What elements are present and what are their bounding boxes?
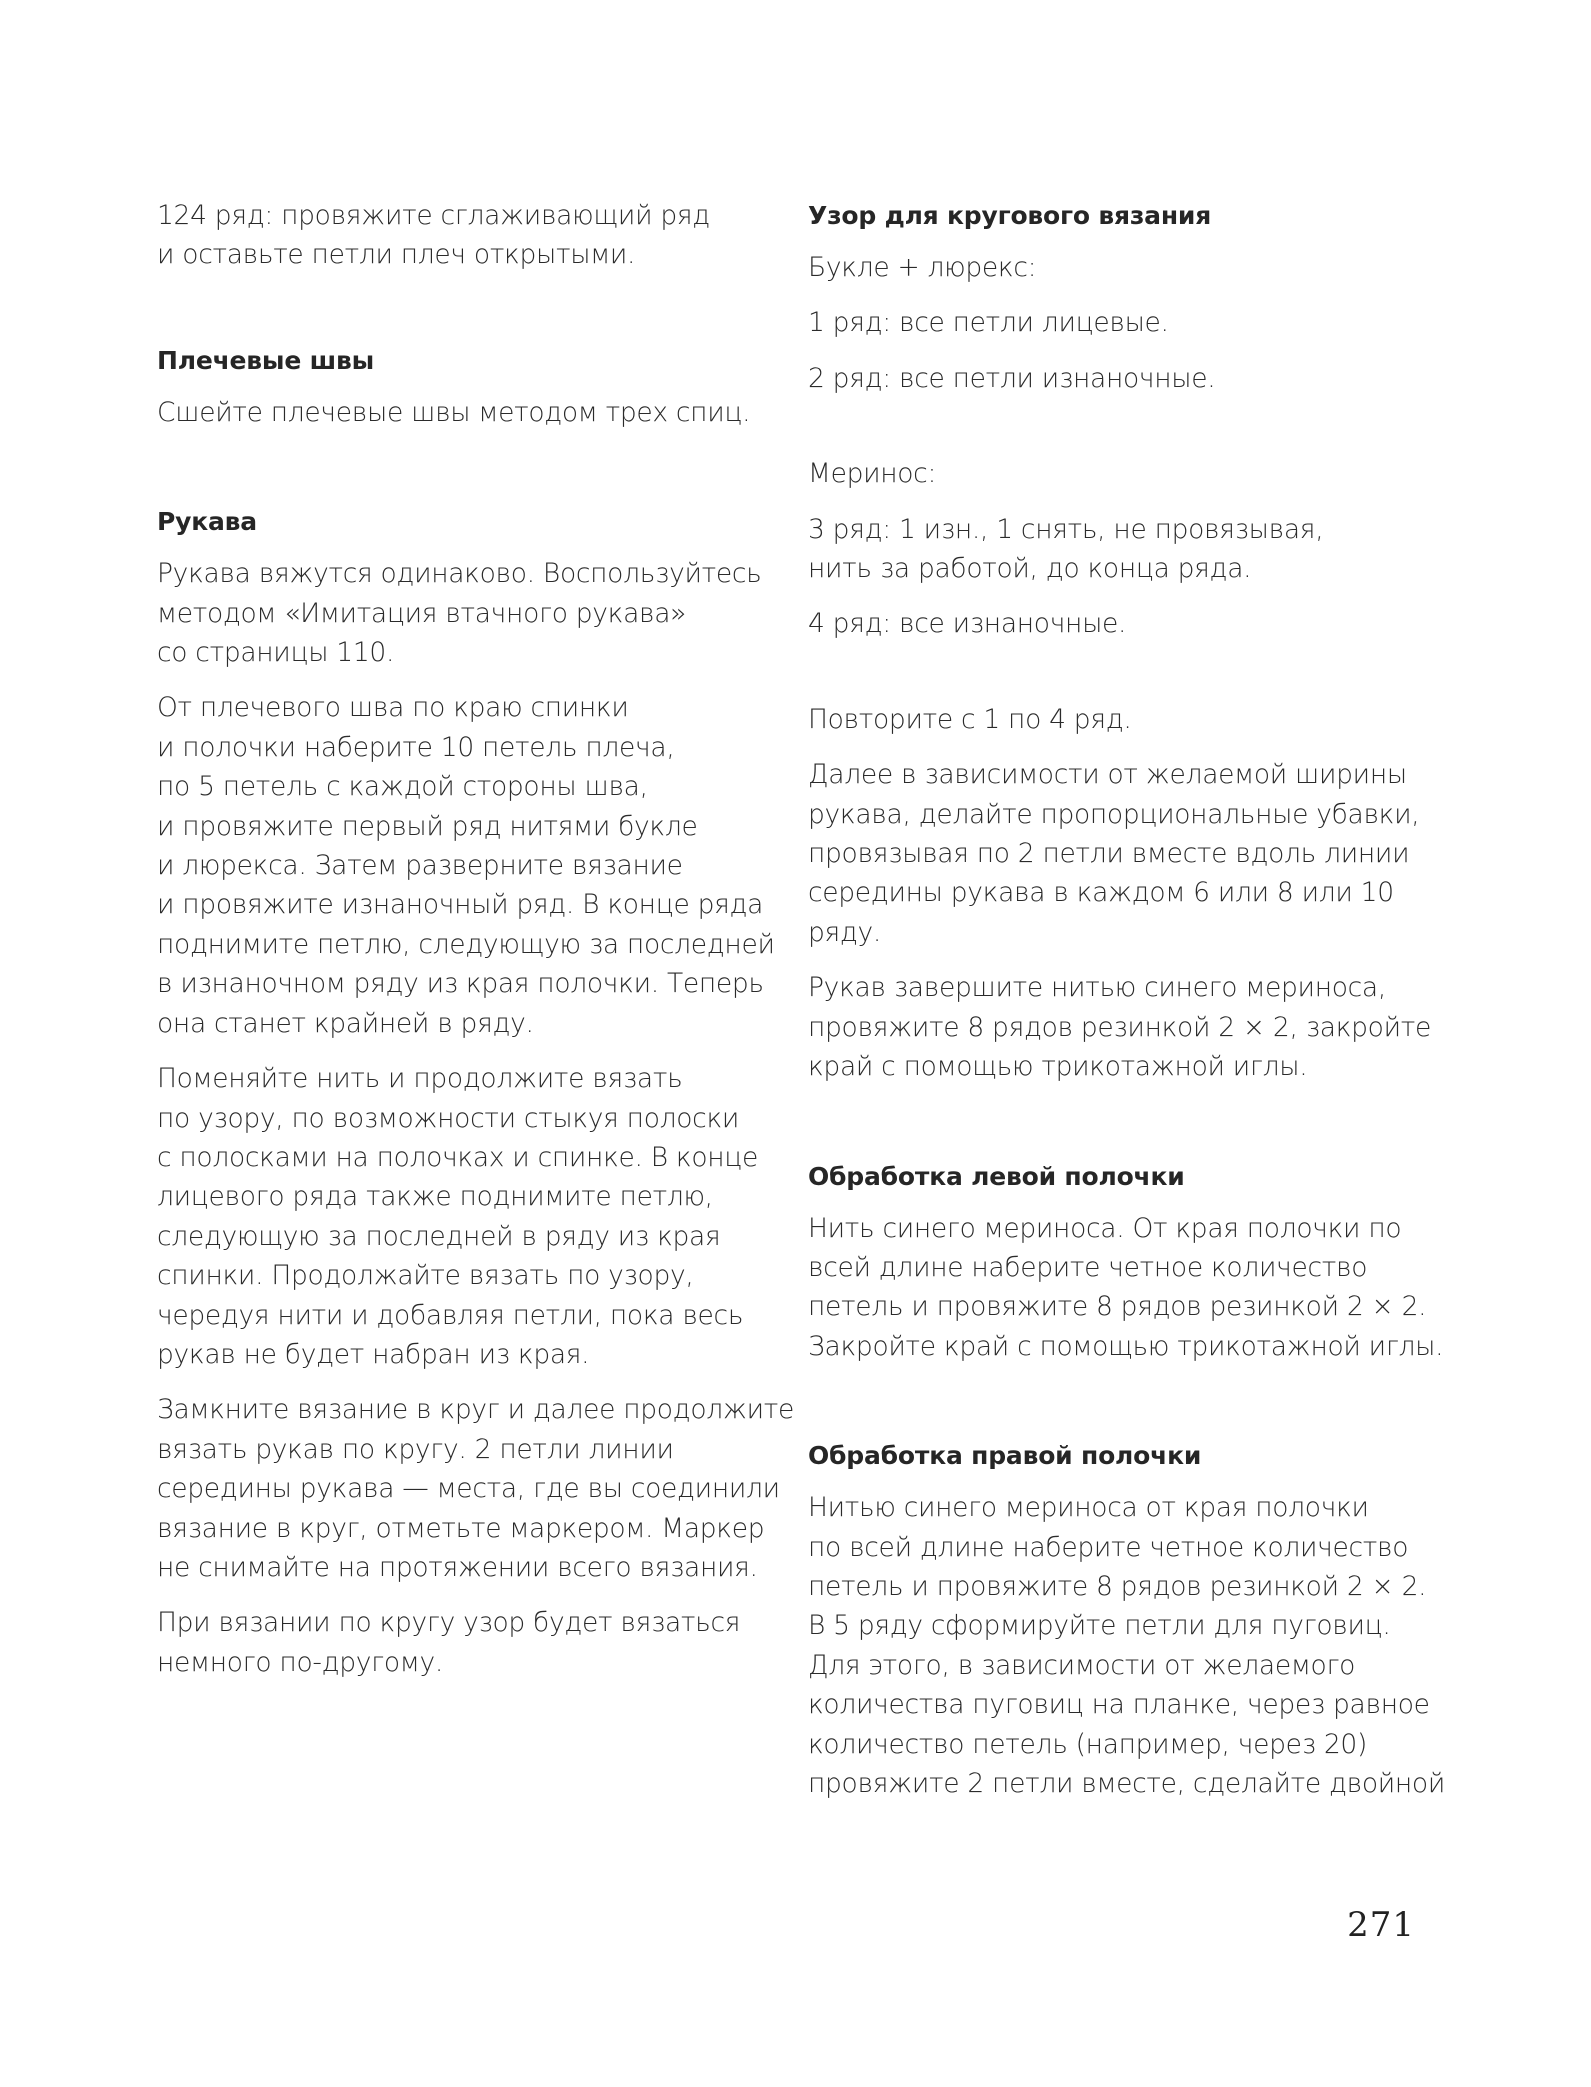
heading-right-front: Обработка правой полочки [808,1441,1202,1471]
paragraph-row-124: 124 ряд: провяжите сглаживающий ряд и оставьте петли плеч открытыми. [157,200,710,271]
paragraph-row-1: 1 ряд: все петли лицевые. [808,307,1169,339]
paragraph-sleeves-1: Рукава вяжутся одинаково. Воспользуйтесь методом «Имитация втачного рукава» со страницы 110. [157,558,762,669]
heading-round-pattern: Узор для кругового вязания [808,201,1212,230]
paragraph-sleeves-2: От плечевого шва по краю спинки и полочки наберите 10 петель плеча, по 5 петель с каждой стороны шва, и провяжите первый ряд нитями букле и люрекса. Затем разверните вязание и провяжите изнаночный ряд. В конце ряда поднимите петлю, следующую за последней в изнаночном ряду из края полочки. Теперь она станет крайней в ряду. [157,692,775,1039]
left-column [157,196,795,1682]
paragraph-row-3: 3 ряд: 1 изн., 1 снять, не провязывая, нить за работой, до конца ряда. [808,513,1324,585]
paragraph-decrease: Далее в зависимости от желаемой ширины рукава, делайте пропорциональные убавки, провязывая по 2 петли вместе вдоль линии середины рукава в каждом 6 или 8 или 10 ряду. [808,759,1420,948]
paragraph-sleeves-5: При вязании по кругу узор будет вязаться немного по-другому. [157,1607,741,1678]
paragraph-repeat: Повторите с 1 по 4 ряд. [808,703,1132,735]
paragraph-sleeve-finish: Рукав завершите нитью синего мериноса, провяжите 8 рядов резинкой 2 × 2, закройте край с помощью трикотажной иглы. [808,972,1431,1083]
paragraph-sleeves-4: Замкните вязание в круг и далее продолжите вязать рукав по кругу. 2 петли линии середины рукава — места, где вы соединили вязание в круг, отметьте маркером. Маркер не снимайте на протяжении всего вязания. [157,1394,795,1583]
paragraph-left-front: Нить синего мериноса. От края полочки по всей длине наберите четное количество петель и провяжите 8 рядов резинкой 2 × 2. Закройте край с помощью трикотажной иглы. [808,1212,1444,1362]
paragraph-row-4: 4 ряд: все изнаночные. [808,608,1127,640]
page-number: 271 [1347,1905,1415,1945]
paragraph-right-front: Нитью синего мериноса от края полочки по всей длине наберите четное количество петель и провяжите 8 рядов резинкой 2 × 2. В 5 ряду сформируйте петли для пуговиц. Для этого, в зависимости от желаемого количества пуговиц на планке, через равное количество петель (например, через 20) провяжите 2 петли вместе, сделайте двойной [808,1492,1445,1799]
paragraph-boucle-lurex: Букле + люрекс: [808,252,1037,283]
paragraph-merino: Меринос: [808,458,937,490]
heading-left-front: Обработка левой полочки [808,1161,1185,1191]
heading-shoulder-seams: Плечевые швы [157,345,374,375]
paragraph-row-2: 2 ряд: все петли изнаночные. [808,362,1216,394]
paragraph-shoulder-seams: Сшейте плечевые швы методом трех спиц. [157,396,751,428]
heading-sleeves: Рукава [157,507,257,537]
paragraph-sleeves-3: Поменяйте нить и продолжите вязать по узору, по возможности стыкуя полоски с полосками на полочках и спинке. В конце лицевого ряда также поднимите петлю, следующую за последней в ряду из края спинки. Продолжайте вязать по узору, чередуя нити и добавляя петли, пока весь рукав не будет набран из края. [157,1063,759,1370]
right-column [808,196,1445,1803]
